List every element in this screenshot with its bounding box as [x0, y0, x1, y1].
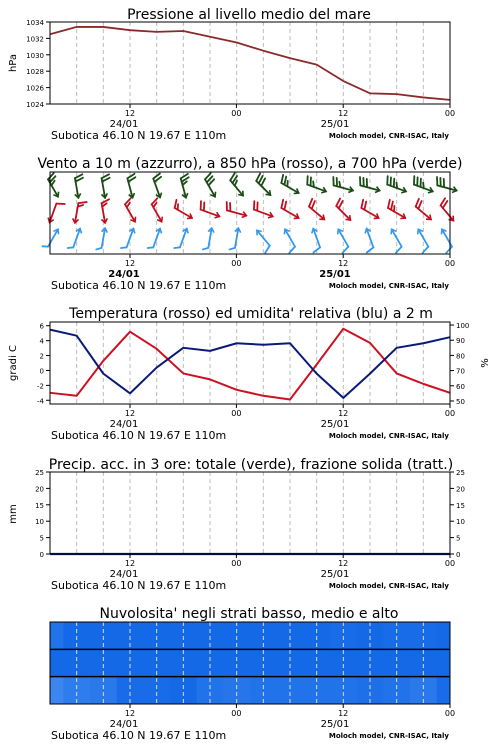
wind-barb	[121, 229, 135, 248]
humidity-ylabel: %	[480, 358, 491, 368]
date-label: 25/01	[319, 269, 351, 280]
pressure-ylabel: hPa	[8, 53, 19, 73]
wind-time-axis	[51, 254, 455, 292]
x-tick-label: 12	[124, 409, 136, 418]
barb-flag	[364, 202, 366, 210]
x-tick-label: 12	[338, 109, 349, 118]
barb-flag	[391, 202, 393, 210]
barb-flag	[256, 174, 260, 181]
wind-barb	[127, 174, 135, 198]
model-credit: Moloch model, CNR-ISAC, Italy	[328, 582, 449, 590]
wind-barb	[101, 199, 109, 223]
barb-flag	[102, 199, 109, 203]
model-credit: Moloch model, CNR-ISAC, Italy	[328, 732, 449, 740]
wind-barb	[48, 204, 65, 223]
temperature-ylabel: gradi C	[8, 345, 19, 381]
precipitation-gridlines	[77, 472, 424, 554]
date-label: 24/01	[109, 719, 139, 730]
wind-barb	[312, 229, 320, 253]
precipitation-ylabel: mm	[8, 504, 19, 524]
station-label: Subotica 46.10 N 19.67 E 110m	[51, 429, 227, 442]
cloud-cell	[50, 622, 64, 649]
wind-barb	[153, 174, 161, 198]
x-tick-label: 12	[338, 409, 349, 418]
x-tick-label: 00	[231, 109, 242, 118]
wind-barb	[281, 175, 298, 194]
barb-flag	[259, 176, 263, 183]
barb-flag	[175, 200, 177, 208]
x-tick-label: 12	[124, 259, 136, 268]
x-tick-label: 00	[231, 259, 242, 268]
cloud-cell	[437, 622, 451, 649]
barb-flag	[312, 201, 315, 209]
wind-barb	[73, 202, 87, 223]
x-tick-label: 00	[444, 109, 456, 118]
y-tick-label: 20	[35, 485, 44, 494]
cloud-cell	[50, 649, 64, 676]
wind-barb	[68, 229, 82, 248]
barb-flag	[336, 199, 340, 206]
y-tick-label: 0	[456, 551, 461, 559]
y-tick-label: 60	[456, 382, 465, 391]
cloud-cover-heatmap	[50, 622, 451, 704]
pressure-panel	[8, 7, 455, 142]
date-label: 24/01	[108, 269, 140, 280]
pressure-gridlines	[77, 22, 424, 104]
y-tick-label: 1028	[26, 68, 44, 77]
cloud-cover-title: Nuvolosita' negli strati basso, medio e alto	[99, 606, 399, 622]
y-tick-label: 2	[39, 352, 44, 361]
barb-flag	[102, 174, 109, 178]
temperature-line	[50, 329, 450, 400]
barb-flag	[416, 199, 419, 207]
y-tick-label: 1032	[26, 35, 44, 44]
date-label: 25/01	[320, 119, 350, 130]
date-label: 25/01	[320, 719, 350, 730]
precipitation-title: Precip. acc. in 3 ore: totale (verde), frazione solida (tratt.)	[48, 457, 454, 473]
wind-barb	[101, 174, 109, 198]
barb-flag	[423, 183, 424, 189]
barb-flag	[78, 202, 86, 203]
cloud-cover-panel	[50, 606, 455, 742]
pressure-title: Pressione al livello medio del mare	[127, 7, 371, 23]
y-tick-label: 20	[456, 485, 465, 494]
y-tick-label: 0	[39, 551, 44, 559]
wind-barb	[414, 176, 433, 193]
wind-barb	[256, 174, 270, 196]
x-tick-label: 12	[124, 709, 136, 718]
barb-flag	[96, 248, 101, 250]
pressure-line	[50, 27, 450, 100]
x-tick-label: 00	[444, 259, 456, 268]
wind-barb	[148, 229, 162, 248]
humidity-y-ticks	[450, 322, 469, 406]
y-tick-label: 1026	[26, 84, 44, 93]
y-tick-label: 0	[39, 367, 44, 376]
model-credit: Moloch model, CNR-ISAC, Italy	[328, 282, 449, 290]
temperature-humidity-panel	[8, 306, 491, 442]
x-tick-label: 00	[231, 409, 242, 418]
cloud-cell	[437, 649, 451, 676]
barb-flag	[203, 248, 208, 250]
x-tick-label: 00	[444, 409, 456, 418]
barb-flag	[388, 200, 390, 208]
temperature-plot-frame	[50, 322, 450, 404]
barb-flag	[281, 200, 283, 208]
wind-barb	[441, 198, 454, 220]
wind-barb	[230, 228, 241, 249]
y-tick-label: 10	[456, 518, 465, 527]
x-tick-label: 12	[338, 259, 349, 268]
y-tick-label: 4	[39, 337, 44, 346]
barb-flag	[235, 181, 237, 186]
date-label: 24/01	[109, 419, 139, 430]
station-label: Subotica 46.10 N 19.67 E 110m	[51, 129, 227, 142]
barb-flag	[284, 177, 286, 185]
precipitation-panel	[8, 457, 465, 592]
x-tick-label: 12	[338, 559, 349, 568]
barb-flag	[361, 200, 363, 208]
precipitation-plot-frame	[50, 472, 450, 554]
y-tick-label: 80	[456, 352, 465, 361]
wind-title: Vento a 10 m (azzurro), a 850 hPa (rosso), a 700 hPa (verde)	[37, 156, 463, 172]
wind-barb	[42, 229, 58, 246]
y-tick-label: 1034	[26, 19, 44, 27]
barb-flag	[121, 247, 127, 248]
x-tick-label: 00	[444, 559, 456, 568]
y-tick-label: 50	[456, 397, 465, 406]
y-tick-label: 15	[456, 501, 465, 510]
barb-flag	[153, 203, 156, 208]
wind-barbs	[42, 173, 456, 253]
wind-barb	[307, 176, 326, 193]
wind-barb	[437, 177, 457, 192]
cloud-cover-time-axis	[51, 704, 455, 742]
x-tick-label: 12	[124, 559, 136, 568]
y-tick-label: -4	[37, 397, 44, 406]
wind-panel	[37, 156, 462, 292]
precipitation-y-ticks-right	[450, 469, 465, 559]
barb-flag	[418, 201, 421, 209]
y-tick-label: -2	[37, 382, 44, 391]
barb-flag	[339, 182, 340, 187]
cloud-cell	[50, 677, 64, 704]
wind-barb	[174, 229, 188, 248]
y-tick-label: 1024	[26, 101, 44, 109]
x-tick-label: 12	[338, 709, 349, 718]
y-tick-label: 15	[35, 501, 44, 510]
y-tick-label: 10	[35, 518, 44, 527]
wind-barb	[365, 229, 373, 253]
barb-flag	[281, 175, 283, 183]
barb-flag	[339, 201, 343, 208]
barb-flag	[284, 202, 286, 210]
date-label: 24/01	[109, 569, 139, 580]
barb-flag	[446, 247, 452, 253]
cloud-cell	[437, 677, 451, 704]
barb-flag	[75, 174, 82, 178]
wind-barb	[387, 176, 406, 193]
wind-barb	[203, 228, 214, 249]
model-credit: Moloch model, CNR-ISAC, Italy	[328, 132, 449, 140]
barb-flag	[68, 247, 74, 248]
temperature-humidity-series	[50, 329, 450, 400]
date-label: 24/01	[109, 119, 139, 130]
station-label: Subotica 46.10 N 19.67 E 110m	[51, 579, 227, 592]
y-tick-label: 100	[456, 322, 470, 331]
y-tick-label: 25	[35, 469, 44, 477]
barb-flag	[396, 183, 397, 189]
y-tick-label: 70	[456, 367, 465, 376]
barb-flag	[127, 203, 130, 208]
station-label: Subotica 46.10 N 19.67 E 110m	[51, 729, 227, 742]
y-tick-label: 25	[456, 469, 465, 477]
wind-barb	[96, 228, 107, 249]
temperature-time-axis	[51, 404, 455, 442]
model-credit: Moloch model, CNR-ISAC, Italy	[328, 432, 449, 440]
temperature-y-ticks	[37, 323, 50, 406]
wind-barb	[230, 173, 243, 195]
precipitation-y-ticks	[35, 469, 50, 559]
barb-flag	[230, 248, 235, 250]
humidity-line	[50, 330, 450, 398]
barb-flag	[52, 181, 55, 186]
y-tick-label: 6	[39, 322, 44, 331]
x-tick-label: 12	[124, 109, 136, 118]
pressure-time-axis	[51, 104, 455, 142]
barb-flag	[174, 247, 180, 248]
barb-flag	[265, 246, 270, 253]
y-tick-label: 5	[39, 534, 44, 543]
y-tick-label: 1030	[26, 51, 44, 60]
y-tick-label: 5	[456, 534, 461, 543]
pressure-plot-frame	[50, 22, 450, 104]
wind-barb	[75, 174, 83, 198]
y-tick-label: 90	[456, 337, 465, 346]
wind-barb	[181, 174, 189, 198]
barb-flag	[309, 199, 312, 207]
temperature-title: Temperatura (rosso) ed umidita' relativa (blu) a 2 m	[69, 306, 433, 322]
x-tick-label: 00	[231, 709, 242, 718]
pressure-series	[50, 27, 450, 100]
station-label: Subotica 46.10 N 19.67 E 110m	[51, 279, 227, 292]
pressure-y-ticks	[26, 19, 50, 109]
date-label: 25/01	[320, 419, 350, 430]
x-tick-label: 00	[444, 709, 456, 718]
x-tick-label: 00	[231, 559, 242, 568]
precipitation-time-axis	[51, 554, 455, 592]
barb-flag	[313, 181, 314, 187]
date-label: 25/01	[320, 569, 350, 580]
barb-flag	[148, 247, 154, 248]
